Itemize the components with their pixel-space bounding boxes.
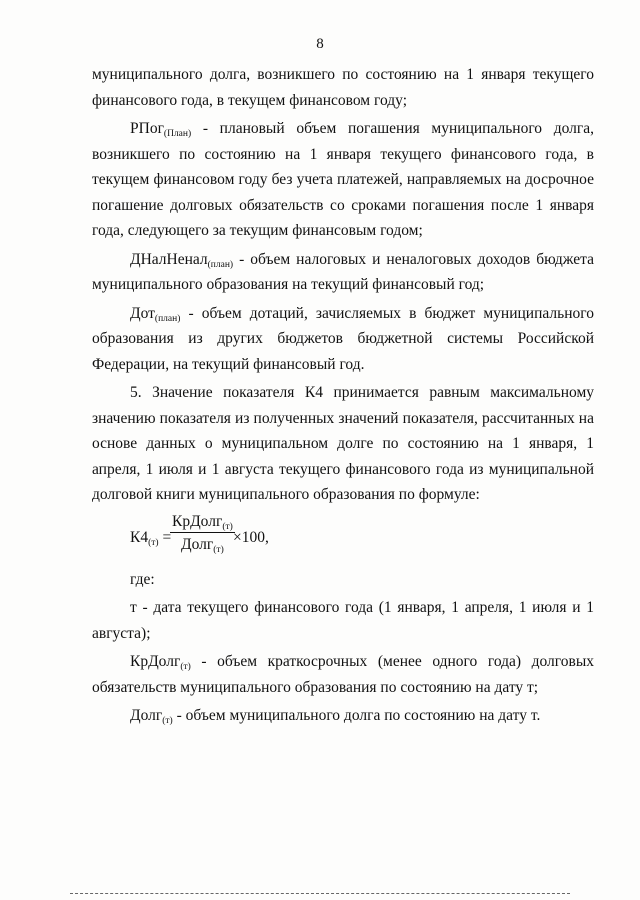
definition-krdolg — [92, 649, 594, 700]
term-dolg: Долг — [130, 707, 163, 724]
formula-denominator — [170, 533, 235, 557]
definition-dolg — [92, 703, 594, 729]
definition-dot-text: - объем дотаций, зачисляемых в бюджет муниципального образования из других бюджетов бюджетной системы Российской Федерации, на текущий финансовый год. — [92, 304, 594, 373]
formula-numerator-subscript: (т) — [222, 521, 233, 532]
formula-equals: = — [162, 528, 172, 546]
paragraph-text: муниципального долга, возникшего по состоянию на 1 января текущего финансового года, в текущем финансовом году; — [92, 66, 594, 109]
definition-t-text: т - дата текущего финансового года (1 января, 1 апреля, 1 июля и 1 августа); — [92, 599, 594, 642]
document-body — [92, 62, 594, 732]
term-krdolg-subscript: (т) — [180, 662, 191, 672]
formula-denominator-subscript: (т) — [213, 544, 224, 555]
term-dolg-subscript: (т) — [162, 716, 173, 726]
paragraph-continuation — [92, 62, 594, 113]
formula-lhs-subscript: (т) — [148, 537, 159, 548]
definition-dolg-text: - объем муниципального долга по состоянию на дату т. — [172, 707, 541, 724]
definition-dot — [92, 301, 594, 378]
formula-denominator-symbol: Долг — [181, 535, 214, 553]
term-krdolg: КрДолг — [130, 653, 181, 670]
term-rpog: РПог — [130, 120, 164, 137]
definition-dnalnenal-text: - объем налоговых и неналоговых доходов бюджета муниципального образования на текущий финансовый год; — [92, 250, 594, 293]
page-number: 8 — [316, 36, 324, 52]
definition-krdolg-text: - объем краткосрочных (менее одного года) долговых обязательств муниципального образования по состоянию на дату т; — [92, 653, 594, 696]
term-dot-subscript: (план) — [154, 313, 181, 324]
formula-multiplier: ×100, — [233, 528, 269, 546]
formula-numerator-symbol: КрДолг — [172, 512, 223, 530]
formula-lhs-symbol: К4 — [130, 528, 149, 546]
scan-bottom-edge — [70, 893, 570, 896]
definition-dnalnenal — [92, 247, 594, 298]
term-dot: Дот — [130, 304, 155, 322]
term-rpog-subscript: (План) — [163, 129, 192, 139]
definition-rpog-text: - плановый объем погашения муниципального долга, возникшего по состоянию на 1 января текущего финансового года, в текущем финансовом году без учета платежей, направляемых на досрочное погашение долговых обязательств со сроками погашения после 1 января года, следующего за текущим финансовым годом; — [92, 120, 594, 239]
where-label: где: — [130, 570, 155, 588]
term-dnalnenal: ДНалНенал — [130, 250, 208, 268]
formula-k4 — [92, 511, 594, 561]
formula-lhs — [130, 525, 171, 551]
formula-numerator — [170, 511, 235, 533]
clause-5-text: 5. Значение показателя К4 принимается равным максимальному значению показателя из полученных значений показателя, рассчитанных на основе данных о муниципальном долге по состоянию на 1 января, 1 апреля, 1 июля и 1 августа текущего финансового года из муниципальной долговой книги муниципального образования по формуле: — [92, 384, 594, 503]
term-dnalnenal-subscript: (план) — [207, 259, 234, 270]
definition-rpog — [92, 116, 594, 244]
definition-t — [92, 595, 594, 646]
clause-5 — [92, 380, 594, 508]
formula-fraction — [170, 511, 235, 557]
